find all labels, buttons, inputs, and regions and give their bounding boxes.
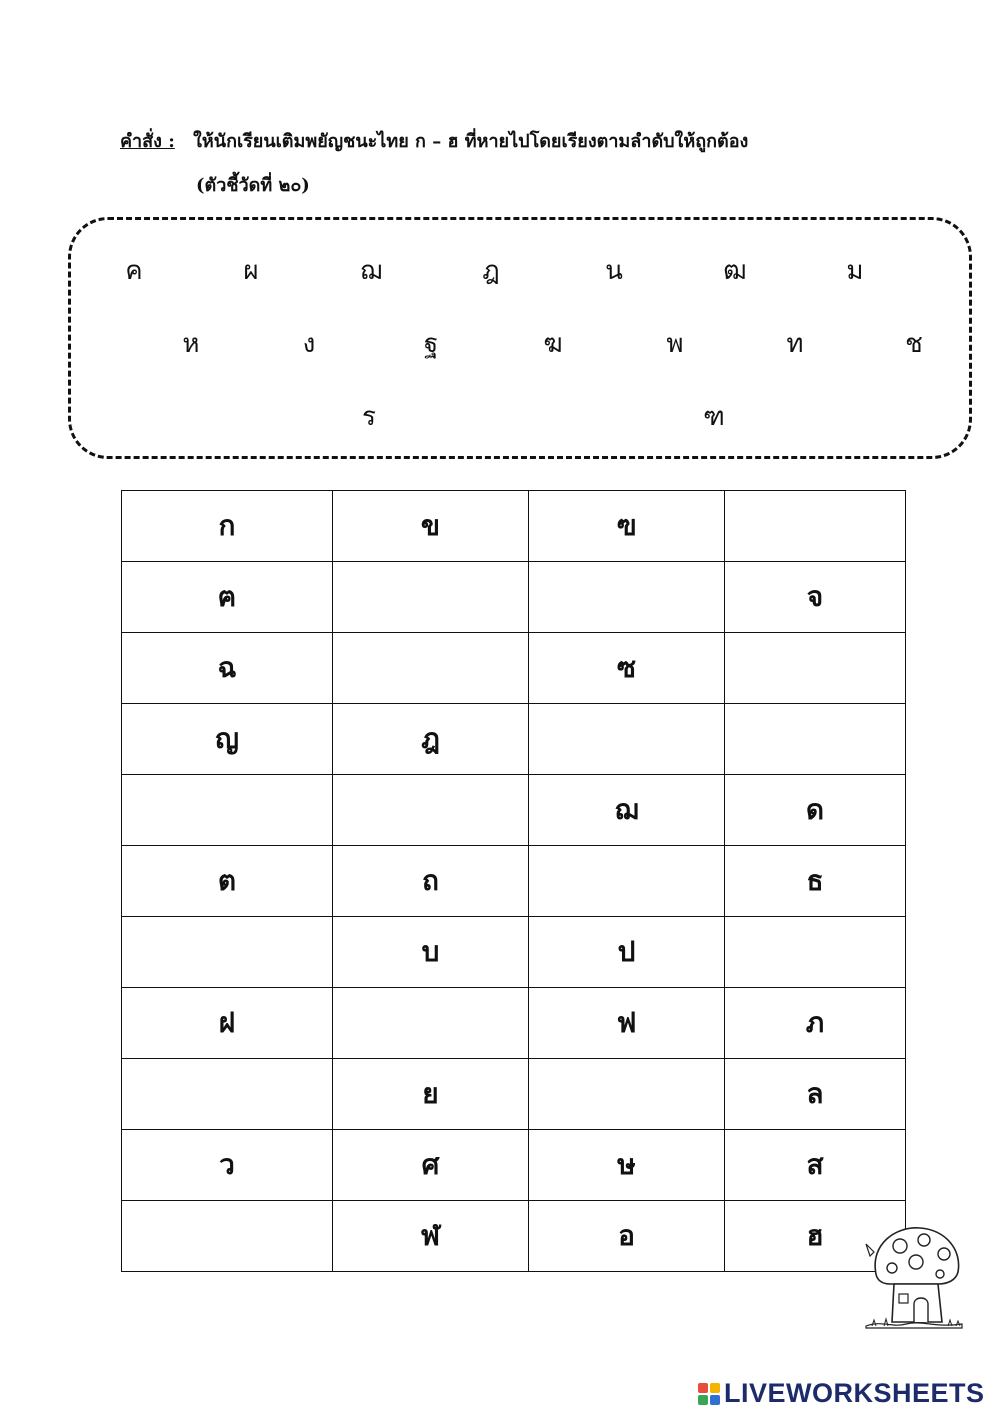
grid-row xyxy=(122,562,906,633)
bank-letter[interactable]: พ xyxy=(666,329,684,359)
instruction-label: คำสั่ง : xyxy=(120,131,175,152)
grid-cell-filled: ถ xyxy=(333,846,529,917)
liveworksheets-logo-icon xyxy=(698,1383,720,1405)
bank-letter[interactable]: ฑ xyxy=(703,402,725,432)
grid-cell-blank[interactable] xyxy=(529,846,725,917)
bank-letter[interactable]: ง xyxy=(302,329,316,359)
grid-cell-filled: ป xyxy=(529,917,725,988)
grid-cell-filled: ธ xyxy=(725,846,906,917)
grid-cell-filled: ด xyxy=(725,775,906,846)
grid-cell-filled: ภ xyxy=(725,988,906,1059)
grid-cell-blank[interactable] xyxy=(725,704,906,775)
grid-cell-filled: ว xyxy=(122,1130,333,1201)
brand-name: LIVEWORKSHEETS xyxy=(724,1378,985,1408)
letter-bank xyxy=(68,217,972,459)
grid-cell-blank[interactable] xyxy=(333,633,529,704)
grid-cell-filled: ต xyxy=(122,846,333,917)
grid-cell-filled: ฌ xyxy=(529,775,725,846)
bank-letter[interactable]: ร xyxy=(362,402,376,432)
grid-cell-blank[interactable] xyxy=(122,917,333,988)
bank-letter[interactable]: ผ xyxy=(243,256,259,286)
grid-cell-filled: ย xyxy=(333,1059,529,1130)
grid-row xyxy=(122,704,906,775)
indicator-text: (ตัวชี้วัดที่ ๒๐) xyxy=(196,175,310,196)
bank-letter[interactable]: น xyxy=(605,256,623,286)
bank-letter[interactable]: ห xyxy=(182,329,200,359)
grid-cell-filled: ล xyxy=(725,1059,906,1130)
grid-row xyxy=(122,775,906,846)
bank-letter[interactable]: ฒ xyxy=(723,256,747,286)
bank-letter[interactable]: ช xyxy=(905,329,923,359)
grid-cell-filled: ซ xyxy=(529,633,725,704)
bank-letter[interactable]: ฎ xyxy=(482,256,500,286)
grid-cell-blank[interactable] xyxy=(529,1059,725,1130)
grid-cell-filled: ฉ xyxy=(122,633,333,704)
grid-cell-blank[interactable] xyxy=(725,491,906,562)
grid-row xyxy=(122,491,906,562)
grid-row xyxy=(122,1130,906,1201)
grid-row xyxy=(122,917,906,988)
grid-cell-filled: บ xyxy=(333,917,529,988)
bank-letter[interactable]: ท xyxy=(786,329,804,359)
grid-cell-blank[interactable] xyxy=(122,1201,333,1272)
mushroom-house-icon xyxy=(862,1222,966,1336)
grid-cell-filled: ฎ xyxy=(333,704,529,775)
grid-cell-filled: ฬ xyxy=(333,1201,529,1272)
grid-cell-filled: ส xyxy=(725,1130,906,1201)
grid-cell-filled: ศ xyxy=(333,1130,529,1201)
grid-cell-filled: ฟ xyxy=(529,988,725,1059)
grid-row xyxy=(122,1059,906,1130)
grid-row xyxy=(122,846,906,917)
grid-cell-filled: ฮ xyxy=(725,1201,906,1272)
grid-cell-blank[interactable] xyxy=(333,775,529,846)
grid-row xyxy=(122,633,906,704)
grid-row xyxy=(122,988,906,1059)
grid-cell-blank[interactable] xyxy=(333,562,529,633)
grid-cell-filled: ฃ xyxy=(529,491,725,562)
grid-row xyxy=(122,1201,906,1272)
bank-letter[interactable]: ม xyxy=(846,256,864,286)
alphabet-grid xyxy=(121,490,906,1272)
bank-letter[interactable]: ค xyxy=(125,256,143,286)
grid-cell-filled: ฅ xyxy=(122,562,333,633)
grid-cell-filled: จ xyxy=(725,562,906,633)
grid-cell-blank[interactable] xyxy=(529,704,725,775)
grid-cell-blank[interactable] xyxy=(529,562,725,633)
grid-cell-filled: ญ xyxy=(122,704,333,775)
grid-cell-blank[interactable] xyxy=(122,775,333,846)
bank-letter[interactable]: ฌ xyxy=(359,256,383,286)
grid-cell-blank[interactable] xyxy=(333,988,529,1059)
instruction-line xyxy=(120,126,748,155)
bank-letter[interactable]: ฆ xyxy=(543,329,563,359)
grid-cell-blank[interactable] xyxy=(725,917,906,988)
instruction-text: ให้นักเรียนเติมพยัญชนะไทย ก – ฮ ที่หายไปโดยเรียงตามลำดับให้ถูกต้อง xyxy=(193,131,749,152)
grid-cell-blank[interactable] xyxy=(122,1059,333,1130)
grid-cell-filled: ข xyxy=(333,491,529,562)
grid-cell-blank[interactable] xyxy=(725,633,906,704)
grid-cell-filled: ก xyxy=(122,491,333,562)
grid-cell-filled: ษ xyxy=(529,1130,725,1201)
liveworksheets-brand xyxy=(698,1378,985,1409)
bank-letter[interactable]: ฐ xyxy=(423,329,439,359)
grid-cell-filled: อ xyxy=(529,1201,725,1272)
grid-cell-filled: ฝ xyxy=(122,988,333,1059)
